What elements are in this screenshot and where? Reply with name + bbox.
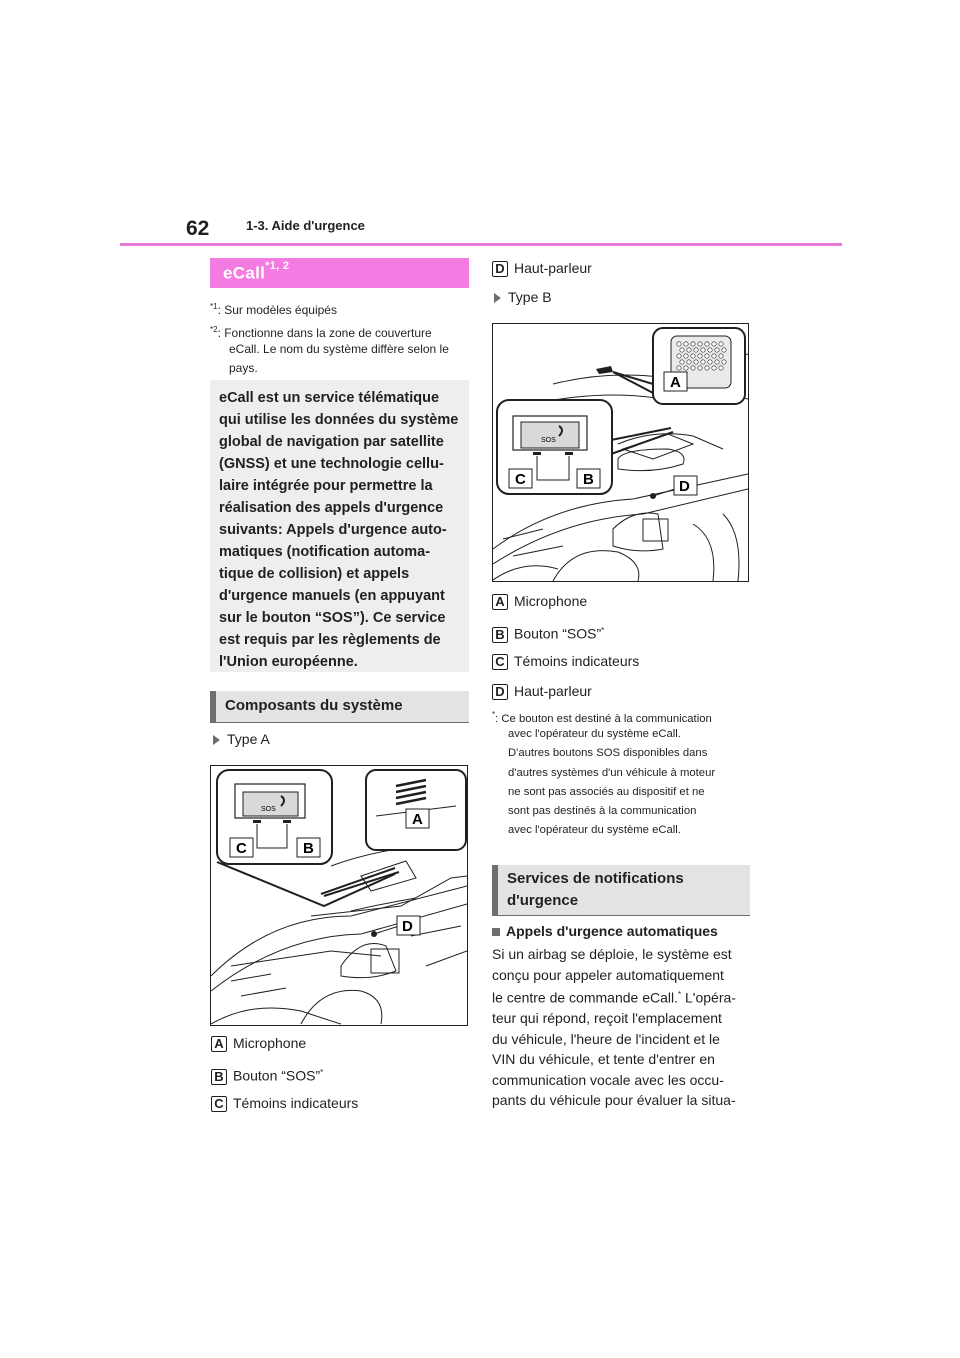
- label-b-b: B: [583, 471, 594, 488]
- legend-a-item-a: A Microphone: [211, 1033, 306, 1053]
- footnote-mark: *1: [210, 302, 218, 311]
- figure-type-a: [210, 765, 468, 1026]
- label-d-a: D: [402, 918, 413, 935]
- car-interior-illustration-b: [493, 324, 748, 581]
- footnote-mark: *2: [210, 325, 218, 334]
- ecall-title-bar: [210, 258, 469, 288]
- type-a-label: Type A: [213, 731, 270, 747]
- footnote-text: : Fonctionne dans la zone de couverture: [217, 326, 432, 340]
- sos-label-a: SOS: [261, 806, 276, 813]
- label-b-a: B: [303, 840, 314, 857]
- intro-box: [210, 380, 469, 672]
- legend-a-item-b: B Bouton “SOS”*: [211, 1063, 323, 1083]
- services-heading: Services de notifications d'urgence: [492, 865, 750, 915]
- intro-text: eCall est un service télématique qui utilise les données du système global de navigation par satellite (GNSS) et une technologie cellu- laire intégrée pour permettre la réalisation des appels d'urgence suivants: Appels d'urgence auto- matiques (notification automa- tique de collision) et appels d'urgence manuels (en appuyant sur le bouton “SOS”). Ce service est requis par les règlements de l'Union européenne.: [219, 390, 459, 670]
- figure-type-b: [492, 323, 749, 582]
- legend-a-item-c: C Témoins indicateurs: [211, 1093, 358, 1113]
- legend-top-item-d: D Haut-parleur: [492, 258, 592, 278]
- legend-b-item-a: A Microphone: [492, 591, 587, 611]
- square-bullet-icon: [492, 928, 500, 936]
- section-title: 1-3. Aide d'urgence: [246, 218, 365, 233]
- arrow-icon: [494, 293, 501, 303]
- legend-b-item-c: C Témoins indicateurs: [492, 651, 639, 671]
- label-c-a: C: [236, 840, 247, 857]
- ecall-title: eCall: [223, 263, 266, 283]
- footnote-2-line2: eCall. Le nom du système diffère selon le: [229, 342, 449, 356]
- label-a-b: A: [670, 374, 681, 391]
- legend-b-item-d: D Haut-parleur: [492, 681, 592, 701]
- footnote-text: : Sur modèles équipés: [217, 303, 337, 317]
- auto-calls-heading: Appels d'urgence automatiques: [492, 923, 718, 939]
- ecall-title-sup: *1, 2: [265, 260, 290, 272]
- footnote-1: [210, 297, 337, 320]
- sos-footnote: *: Ce bouton est destiné à la communication: [492, 710, 712, 725]
- page-number: 62: [186, 217, 210, 240]
- components-heading: Composants du système: [210, 691, 469, 722]
- footnote-2-line3: pays.: [229, 361, 258, 375]
- type-b-label: Type B: [494, 289, 552, 305]
- auto-calls-body: Si un airbag se déploie, le système est conçu pour appeler automatiquement le centre de commande eCall.* L'opéra- teur qui répond, reçoit l'emplacement du véhicule, l'heure de l'incident et le VIN du véhicule, et tente d'entrer en communication vocale avec les occu- pants du véhicule pour évaluer la situa-: [492, 946, 736, 1109]
- arrow-icon: [213, 735, 220, 745]
- sos-label-b: SOS: [541, 437, 556, 444]
- car-interior-illustration-a: [211, 766, 467, 1025]
- legend-b-item-b: B Bouton “SOS”*: [492, 621, 604, 641]
- label-c-b: C: [515, 471, 526, 488]
- sos-footnote-lines: avec l'opérateur du système eCall. D'autres boutons SOS disponibles dans d'autres systèmes d'un véhicule à moteur ne sont pas associés au dispositif et ne sont pas destinés à la communication avec l'opérateur du système eCall.: [508, 728, 716, 837]
- label-d-b: D: [679, 478, 690, 495]
- label-a-a: A: [412, 811, 423, 828]
- header-rule: [120, 243, 842, 246]
